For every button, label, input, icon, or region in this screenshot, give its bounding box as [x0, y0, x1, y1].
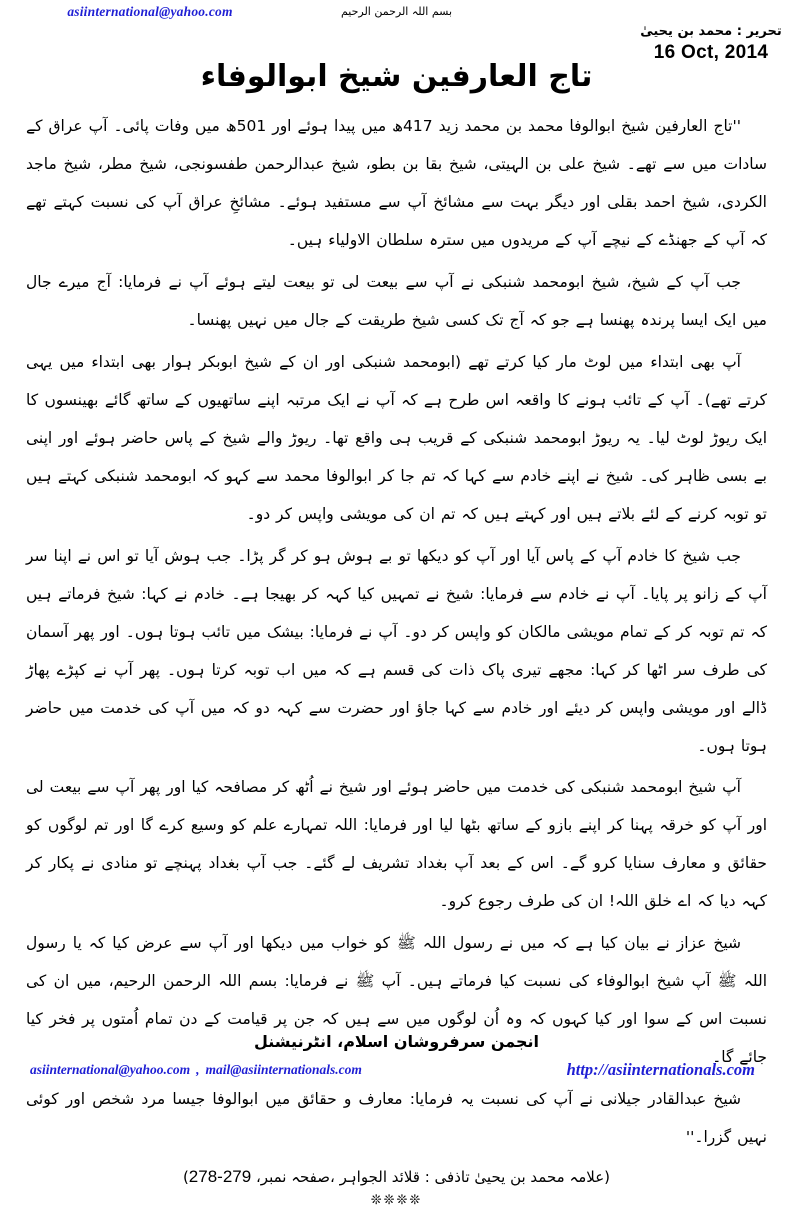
footer-website-link[interactable]: http://asiinternationals.com	[566, 1060, 755, 1079]
header-email-link[interactable]: asiinternational@yahoo.com	[67, 4, 233, 19]
footer-email-secondary[interactable]: mail@asiinternationals.com	[205, 1062, 362, 1077]
body-paragraph: آپ شیخ ابومحمد شنبکی کی خدمت میں حاضر ہوئے اور شیخ نے اُٹھ کر مصافحہ کیا اور پھر آپ سے بیعت لی اور آپ کو خرقہ پہنا کر اپنے بازو کے ساتھ بٹھا لیا اور فرمایا: اللہ تمہارے علم کو وسیع کرے گا اور تم لوگوں کو حقائق و معارف سنایا کرو گے۔ اس کے بعد آپ بغداد تشریف لے گئے۔ جب آپ بغداد پہنچے تو منادی نے پکار کر کہہ دیا کہ اے خلق اللہ! ان کی طرف رجوع کرو۔	[26, 778, 767, 911]
source-citation	[0, 1163, 793, 1192]
citation-text: (علامہ محمد بن یحییٰ تاذفی : قلائد الجواہر ،صفحہ نمبر،	[251, 1168, 611, 1187]
document-footer	[0, 1032, 793, 1084]
publication-date: 16 Oct, 2014	[653, 42, 769, 64]
citation-page-numbers: 278-279	[188, 1167, 252, 1187]
body-paragraph: جب شیخ کا خادم آپ کے پاس آیا اور آپ کو دیکھا تو بے ہوش ہو کر گر پڑا۔ جب ہوش آیا تو اس نے اپنا سر آپ کے زانو پر پایا۔ آپ نے خادم سے فرمایا: شیخ نے تمہیں کیا کہہ کر بھیجا ہے۔ خادم نے کہا: شیخ فرماتے ہیں کہ تم توبہ کر کے تمام مویشی مالکان کو واپس کر دو۔ آپ نے فرمایا: بیشک میں تائب ہوتا ہوں۔ اور پھر آسمان کی طرف سر اٹھا کر کہا: مجھے تیری پاک ذات کی قسم ہے کہ میں اب توبہ کرتا ہوں۔ پھر آپ نے کپڑے پھاڑ ڈالے اور مویشی واپس کر دیئے اور خادم سے کہا جاؤ اور حضرت سے کہہ دو کہ میں آپ کی خدمت میں حاضر ہوتا ہوں۔	[26, 546, 767, 755]
page-title: تاج العارفین شیخ ابوالوفاء	[200, 59, 593, 95]
body-paragraph: شیخ عبدالقادر جیلانی نے آپ کی نسبت یہ فرمایا: معارف و حقائق میں ابوالوفا جیسا مرد شخص اور کوئی نہیں گزرا۔''	[26, 1090, 767, 1147]
footer-contact-links	[0, 1062, 793, 1084]
body-paragraph: جب آپ کے شیخ، شیخ ابومحمد شنبکی نے آپ سے بیعت لی تو بیعت لیتے ہوئے آپ نے فرمایا: آج میرے جال میں ایک ایسا پرندہ پھنسا ہے جو کہ آج تک کسی شیخ طریقت کے جال میں نہیں پھنسا۔	[26, 272, 767, 329]
article-body	[0, 108, 793, 1157]
document-header	[0, 0, 793, 108]
footer-email-primary[interactable]: asiinternational@yahoo.com	[30, 1062, 191, 1077]
body-paragraph: آپ بھی ابتداء میں لوٹ مار کیا کرتے تھے (ابومحمد شنبکی اور ان کے شیخ ابوبکر ہوار بھی ابتداء میں یہی کرتے تھے)۔ آپ کے تائب ہونے کا واقعہ اس طرح ہے کہ آپ نے ایک مرتبہ اپنے ساتھیوں کے ساتھ گائے بھینسوں کا ایک ریوڑ لوٹ لیا۔ یہ ریوڑ ابومحمد شنبکی کے قریب ہی واقع تھا۔ ریوڑ والے شیخ کے پاس حاضر ہوئے اور اپنی بے بسی ظاہر کی۔ شیخ نے اپنے خادم سے کہا کہ تم جا کر ابوالوفا محمد سے کہو کہ ابومحمد شنبکی کہتے ہیں تو توبہ کرنے کے لئے بلاتے ہیں اور کہتے ہیں کہ تم ان کی مویشی واپس کر دو۔	[26, 352, 767, 523]
citation-close-paren: )	[182, 1168, 189, 1187]
organization-name: انجمن سرفروشان اسلام، انٹرنیشنل	[253, 1032, 540, 1051]
body-paragraph: ''تاج العارفین شیخ ابوالوفا محمد بن محمد زید 417ھ میں پیدا ہوئے اور 501ھ میں وفات پائی۔ آپ عراق کے سادات میں سے تھے۔ شیخ علی بن الہیتی، شیخ بقا بن بطو، شیخ عبدالرحمن طفسونجی، شیخ مطر، شیخ ماجد الکردی، شیخ احمد بقلی اور دیگر بہت سے مشائخ آپ سے مستفید ہوئے۔ مشائخِ عراق آپ کی نسبت کہتے تھے کہ آپ کے جھنڈے کے نیچے آپ کے مریدوں میں سترہ سلطان الاولیاء ہیں۔	[26, 117, 767, 249]
footer-email-group	[30, 1062, 362, 1078]
ornament-divider: ❊❊❊❊	[370, 1193, 423, 1208]
bismillah-text: بسم اللہ الرحمن الرحیم	[340, 5, 453, 18]
author-name: تحریر : محمد بن یحییٰ	[640, 24, 782, 39]
body-paragraph: شیخ عزاز نے بیان کیا ہے کہ میں نے رسول اللہ ﷺ کو خواب میں دیکھا اور آپ سے عرض کیا کہ یا رسول اللہ ﷺ آپ شیخ ابوالوفاء کی نسبت کیا فرماتے ہیں۔ آپ ﷺ نے فرمایا: بسم اللہ الرحمن الرحیم، میں ان کی نسبت اس کے سوا اور کیا کہوں کہ وہ اُن لوگوں میں سے ہیں کہ جن پر قیامت کے دن تمام اُمتوں پر فخر کیا جائے گا۔	[26, 934, 767, 1067]
footer-email-separator: ,	[196, 1062, 200, 1077]
